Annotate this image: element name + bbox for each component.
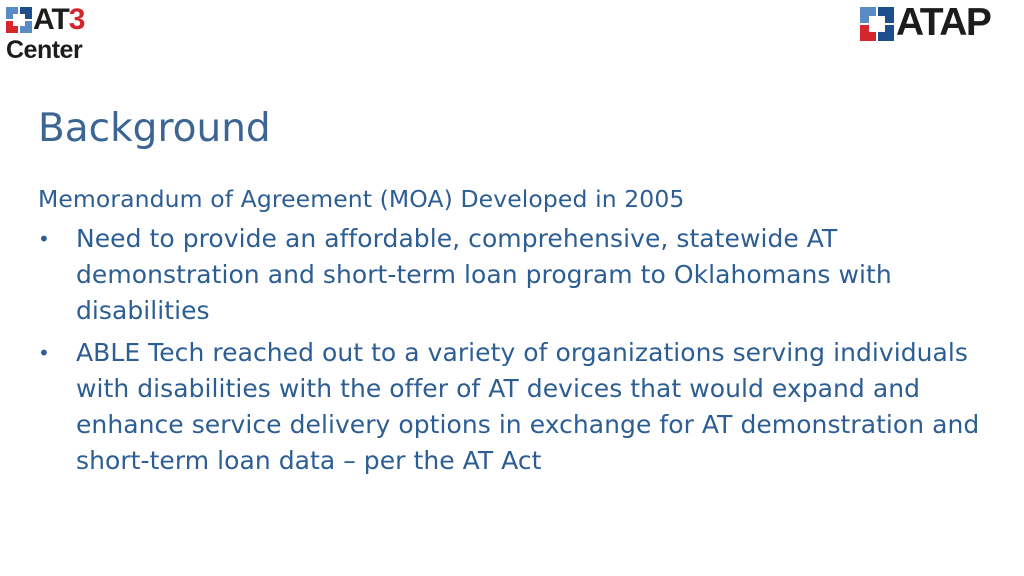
atap-logo-text: ATAP <box>896 1 991 44</box>
at3-logo-mark-icon <box>6 7 32 33</box>
bullet-icon: • <box>38 227 50 251</box>
at3-center-logo <box>6 4 116 64</box>
slide-body <box>38 181 998 485</box>
at3-logo-text-at: AT <box>33 3 69 36</box>
bullet-item <box>38 221 998 329</box>
bullet-list <box>38 221 998 479</box>
slide-subheading: Memorandum of Agreement (MOA) Developed in 2005 <box>38 185 685 213</box>
atap-logo-mark-icon <box>860 7 894 41</box>
bullet-text: Need to provide an affordable, comprehensive, statewide AT demonstration and short-term loan program to Oklahomans with disabilities <box>76 224 892 325</box>
at3-logo-text-center: Center <box>6 36 83 64</box>
at3-logo-wordmark <box>33 4 84 36</box>
slide-title: Background <box>38 106 271 151</box>
bullet-text: ABLE Tech reached out to a variety of organizations serving individuals with disabilities with the offer of AT devices that would expand and enhance service delivery options in exchange for AT demonstration and short-term loan data – per the AT Act <box>76 338 980 475</box>
bullet-item <box>38 335 998 479</box>
bullet-icon: • <box>38 341 50 365</box>
at3-logo-text-3: 3 <box>68 3 85 36</box>
atap-logo <box>860 1 1016 44</box>
